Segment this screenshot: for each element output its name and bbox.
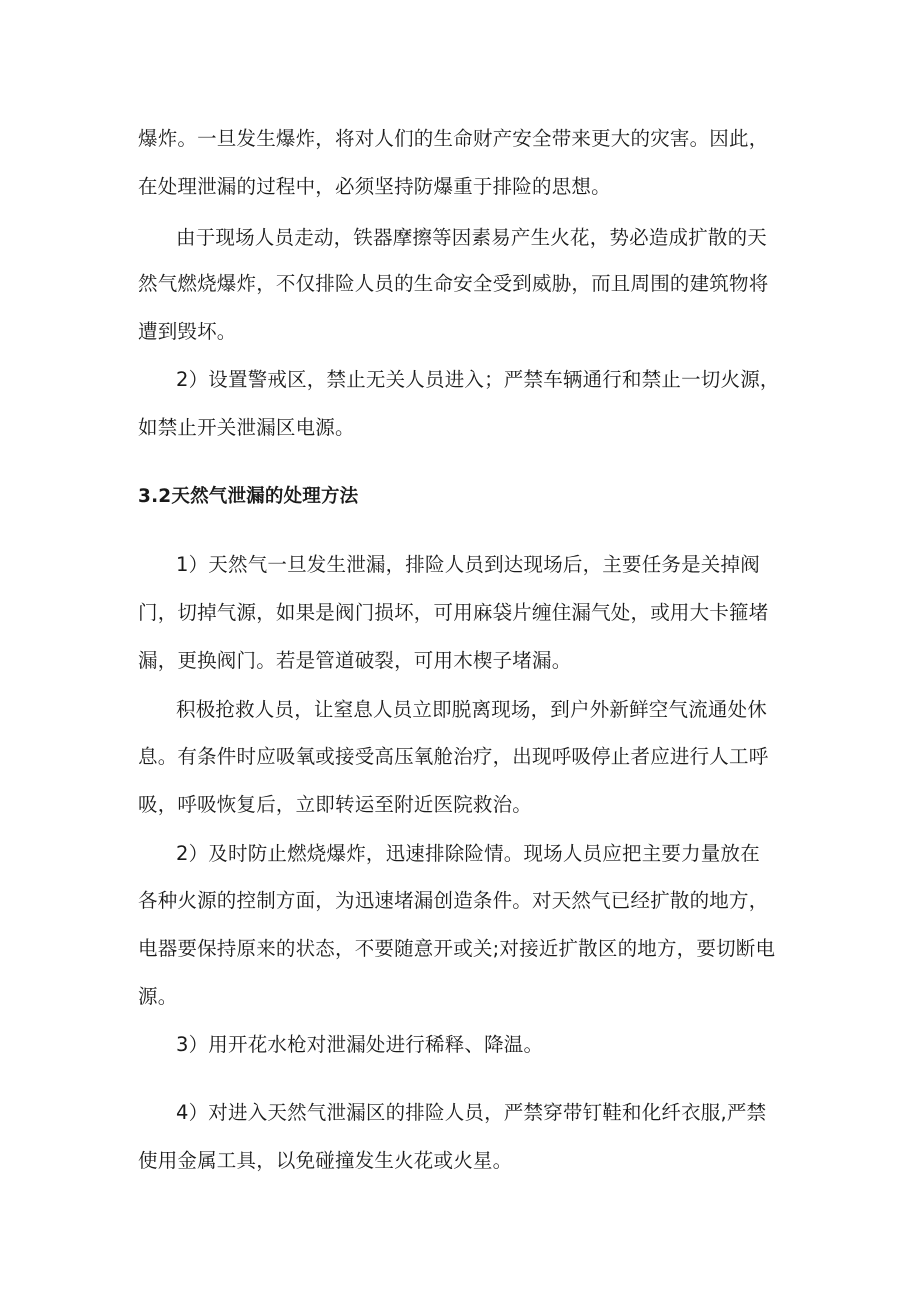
paragraph-line: 1）天然气一旦发生泄漏，排险人员到达现场后，主要任务是关掉阀 (176, 553, 760, 576)
paragraph-line: 各种火源的控制方面，为迅速堵漏创造条件。对天然气已经扩散的地方， (138, 889, 769, 912)
paragraph-line: 漏，更换阀门。若是管道破裂，可用木楔子堵漏。 (138, 649, 572, 672)
paragraph-line: 息。有条件时应吸氧或接受高压氧舱治疗，出现呼吸停止者应进行人工呼 (138, 745, 769, 768)
paragraph-line: 爆炸。一旦发生爆炸，将对人们的生命财产安全带来更大的灾害。因此， (138, 127, 769, 150)
paragraph-line: 电器要保持原来的状态，不要随意开或关;对接近扩散区的地方，要切断电 (138, 937, 776, 960)
paragraph-line: 2）及时防止燃烧爆炸，迅速排除险情。现场人员应把主要力量放在 (176, 842, 760, 865)
paragraph-line: 由于现场人员走动，铁器摩擦等因素易产生火花，势必造成扩散的天 (176, 226, 768, 249)
paragraph-line: 然气燃烧爆炸，不仅排险人员的生命安全受到威胁，而且周围的建筑物将 (138, 272, 769, 295)
paragraph-line: 遭到毁坏。 (138, 320, 237, 343)
paragraph-line: 门，切掉气源，如果是阀门损坏，可用麻袋片缠住漏气处，或用大卡箍堵 (138, 601, 769, 624)
paragraph-line: 如禁止开关泄漏区电源。 (138, 416, 355, 439)
paragraph-line: 使用金属工具，以免碰撞发生火花或火星。 (138, 1149, 513, 1172)
paragraph-line: 4）对进入天然气泄漏区的排险人员，严禁穿带钉鞋和化纤衣服,严禁 (176, 1101, 767, 1124)
paragraph-line: 3）用开花水枪对泄漏处进行稀释、降温。 (176, 1033, 544, 1056)
paragraph-line: 在处理泄漏的过程中，必须坚持防爆重于排险的思想。 (138, 175, 611, 198)
paragraph-line: 吸，呼吸恢复后，立即转运至附近医院救治。 (138, 793, 533, 816)
section-heading: 3.2天然气泄漏的处理方法 (138, 486, 359, 507)
paragraph-line: 2）设置警戒区，禁止无关人员进入；严禁车辆通行和禁止一切火源， (176, 368, 780, 391)
paragraph-line: 积极抢救人员，让窒息人员立即脱离现场，到户外新鲜空气流通处休 (176, 698, 768, 721)
paragraph-line: 源。 (138, 985, 178, 1008)
